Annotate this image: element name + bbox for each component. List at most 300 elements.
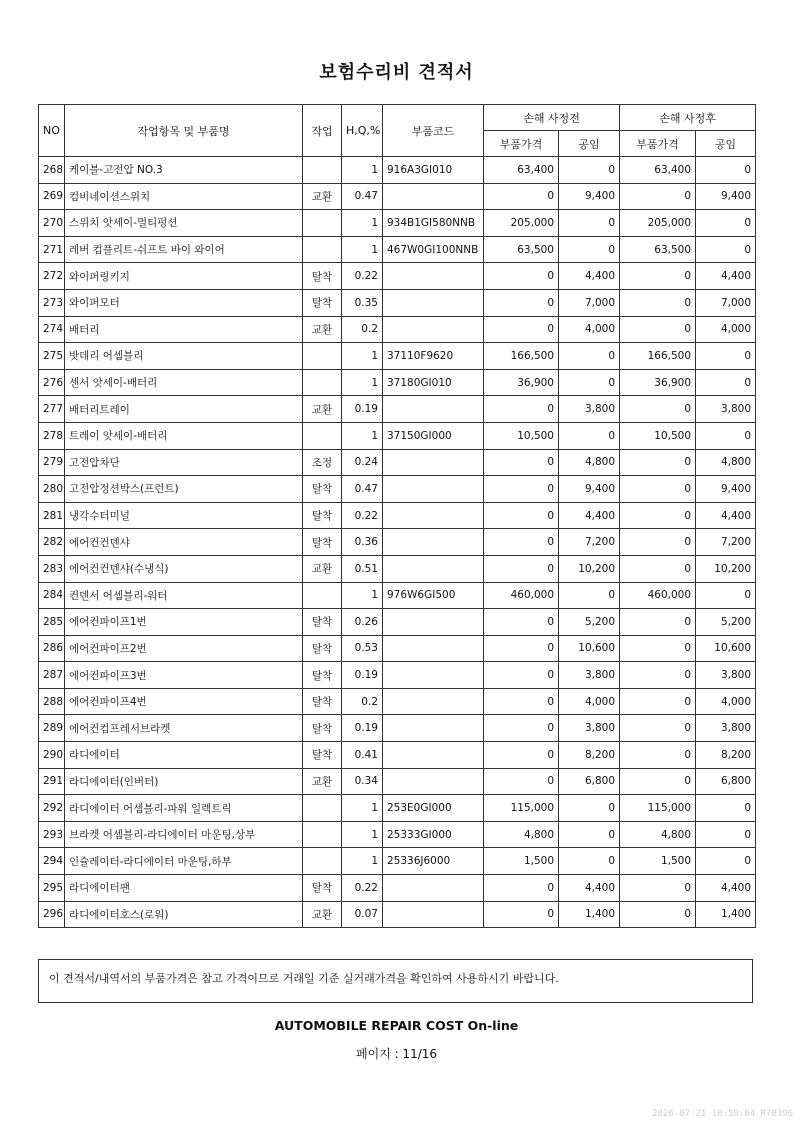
table-row (39, 236, 756, 263)
row-part-code (383, 529, 484, 556)
row-item-name: 라디에이터 어셈블리-파워 일렉트릭 (65, 795, 303, 822)
row-part-price-after: 0 (620, 875, 696, 902)
row-work-type: 교환 (303, 901, 342, 928)
document-title: 보험수리비 견적서 (319, 62, 474, 83)
row-part-price-after: 0 (620, 263, 696, 290)
row-no: 287 (39, 662, 65, 689)
row-hq: 0.47 (342, 476, 383, 503)
row-part-code (383, 289, 484, 316)
header-item: 작업항목 및 부품명 (65, 105, 303, 157)
row-no: 288 (39, 688, 65, 715)
estimate-rows (39, 157, 756, 928)
row-part-code: 976W6GI500 (383, 582, 484, 609)
row-part-code (383, 635, 484, 662)
table-row (39, 821, 756, 848)
header-part-price-after: 부품가격 (620, 131, 696, 157)
row-item-name: 에어컨컨덴샤(수냉식) (65, 555, 303, 582)
row-no: 270 (39, 210, 65, 237)
row-part-price-after: 0 (620, 449, 696, 476)
row-part-price-before: 0 (484, 263, 559, 290)
row-item-name: 에어컨파이프2번 (65, 635, 303, 662)
row-item-name: 라디에이터(인버터) (65, 768, 303, 795)
header-before: 손해 사정전 (484, 105, 620, 131)
table-row (39, 183, 756, 210)
row-no: 276 (39, 369, 65, 396)
row-hq: 0.53 (342, 635, 383, 662)
row-labor-before: 4,000 (559, 316, 620, 343)
row-labor-after: 10,600 (696, 635, 756, 662)
row-hq: 1 (342, 210, 383, 237)
table-row (39, 875, 756, 902)
row-part-price-before: 166,500 (484, 343, 559, 370)
table-row (39, 662, 756, 689)
row-labor-after: 0 (696, 343, 756, 370)
row-item-name: 고전압차단 (65, 449, 303, 476)
row-labor-before: 4,000 (559, 688, 620, 715)
row-labor-before: 8,200 (559, 742, 620, 769)
row-item-name: 냉각수터미널 (65, 502, 303, 529)
row-part-code (383, 476, 484, 503)
table-row (39, 502, 756, 529)
row-labor-before: 4,800 (559, 449, 620, 476)
row-hq: 1 (342, 422, 383, 449)
row-labor-after: 0 (696, 582, 756, 609)
row-part-price-after: 0 (620, 742, 696, 769)
table-row (39, 715, 756, 742)
table-row (39, 582, 756, 609)
row-part-price-before: 205,000 (484, 210, 559, 237)
row-part-price-after: 460,000 (620, 582, 696, 609)
header-work: 작업 (303, 105, 342, 157)
row-part-price-before: 36,900 (484, 369, 559, 396)
row-hq: 0.51 (342, 555, 383, 582)
table-row (39, 476, 756, 503)
row-part-code (383, 662, 484, 689)
row-part-price-after: 0 (620, 476, 696, 503)
row-part-code: 25336J6000 (383, 848, 484, 875)
row-no: 283 (39, 555, 65, 582)
row-no: 268 (39, 157, 65, 184)
row-work-type: 탈착 (303, 476, 342, 503)
row-hq: 0.22 (342, 875, 383, 902)
row-labor-after: 0 (696, 369, 756, 396)
row-labor-after: 0 (696, 210, 756, 237)
header-no: NO (39, 105, 65, 157)
table-row (39, 609, 756, 636)
table-row (39, 422, 756, 449)
row-item-name: 센서 앗세이-배터리 (65, 369, 303, 396)
row-item-name: 브라켓 어셈블리-라디에이터 마운팅,상부 (65, 821, 303, 848)
row-work-type (303, 795, 342, 822)
price-notice: 이 견적서/내역서의 부품가격은 참고 가격이므로 거래일 기준 실거래가격을 확인하여 사용하시기 바랍니다. (38, 959, 753, 1003)
row-labor-after: 0 (696, 848, 756, 875)
row-no: 271 (39, 236, 65, 263)
row-part-price-before: 1,500 (484, 848, 559, 875)
row-part-code (383, 875, 484, 902)
row-part-code (383, 901, 484, 928)
row-part-price-after: 0 (620, 662, 696, 689)
row-part-price-after: 0 (620, 529, 696, 556)
row-part-price-after: 0 (620, 555, 696, 582)
row-hq: 0.41 (342, 742, 383, 769)
row-no: 272 (39, 263, 65, 290)
row-part-price-after: 0 (620, 715, 696, 742)
row-labor-before: 0 (559, 848, 620, 875)
row-labor-before: 9,400 (559, 476, 620, 503)
footer-brand: AUTOMOBILE REPAIR COST On-line (274, 1018, 519, 1033)
row-part-code (383, 502, 484, 529)
table-row (39, 688, 756, 715)
row-part-code (383, 555, 484, 582)
row-hq: 1 (342, 821, 383, 848)
row-part-price-after: 63,500 (620, 236, 696, 263)
row-hq: 0.24 (342, 449, 383, 476)
row-hq: 0.36 (342, 529, 383, 556)
row-part-price-before: 460,000 (484, 582, 559, 609)
row-no: 285 (39, 609, 65, 636)
row-work-type: 탈착 (303, 875, 342, 902)
row-item-name: 라디에이터팬 (65, 875, 303, 902)
row-hq: 1 (342, 795, 383, 822)
row-hq: 0.19 (342, 715, 383, 742)
row-part-price-after: 63,400 (620, 157, 696, 184)
row-part-price-before: 4,800 (484, 821, 559, 848)
row-labor-before: 3,800 (559, 662, 620, 689)
row-part-code: 916A3GI010 (383, 157, 484, 184)
row-labor-after: 0 (696, 236, 756, 263)
row-labor-before: 10,200 (559, 555, 620, 582)
row-labor-before: 4,400 (559, 502, 620, 529)
row-item-name: 에어컨파이프1번 (65, 609, 303, 636)
row-part-price-after: 0 (620, 316, 696, 343)
row-part-code (383, 715, 484, 742)
row-labor-before: 0 (559, 369, 620, 396)
row-labor-after: 4,000 (696, 688, 756, 715)
row-labor-before: 0 (559, 795, 620, 822)
row-hq: 0.26 (342, 609, 383, 636)
row-item-name: 라디에이터호스(로워) (65, 901, 303, 928)
row-part-price-before: 0 (484, 183, 559, 210)
row-item-name: 고전압정션박스(프런트) (65, 476, 303, 503)
row-work-type: 탈착 (303, 662, 342, 689)
row-work-type: 탈착 (303, 609, 342, 636)
row-no: 291 (39, 768, 65, 795)
row-part-code (383, 263, 484, 290)
row-part-price-before: 115,000 (484, 795, 559, 822)
row-labor-before: 5,200 (559, 609, 620, 636)
row-labor-before: 1,400 (559, 901, 620, 928)
row-part-price-before: 63,400 (484, 157, 559, 184)
row-part-code: 25333GI000 (383, 821, 484, 848)
row-item-name: 컴비네이션스위치 (65, 183, 303, 210)
row-part-code (383, 396, 484, 423)
row-item-name: 컨덴서 어셈블리-워터 (65, 582, 303, 609)
row-no: 269 (39, 183, 65, 210)
row-part-code (383, 316, 484, 343)
header-labor-before: 공임 (559, 131, 620, 157)
row-labor-after: 0 (696, 422, 756, 449)
row-part-price-before: 0 (484, 289, 559, 316)
row-hq: 1 (342, 582, 383, 609)
row-item-name: 와이퍼링키지 (65, 263, 303, 290)
row-item-name: 에어컨파이프4번 (65, 688, 303, 715)
row-item-name: 와이퍼모터 (65, 289, 303, 316)
row-work-type (303, 422, 342, 449)
table-row (39, 369, 756, 396)
row-item-name: 배터리 (65, 316, 303, 343)
row-labor-before: 4,400 (559, 875, 620, 902)
row-part-price-after: 36,900 (620, 369, 696, 396)
row-part-price-before: 0 (484, 396, 559, 423)
row-work-type: 조정 (303, 449, 342, 476)
row-hq: 1 (342, 343, 383, 370)
row-hq: 1 (342, 848, 383, 875)
row-labor-after: 9,400 (696, 476, 756, 503)
row-work-type: 탈착 (303, 502, 342, 529)
table-row (39, 635, 756, 662)
table-row (39, 210, 756, 237)
row-part-price-after: 166,500 (620, 343, 696, 370)
row-work-type (303, 236, 342, 263)
row-work-type: 교환 (303, 316, 342, 343)
table-row (39, 848, 756, 875)
row-work-type: 탈착 (303, 263, 342, 290)
timestamp-stamp: 2026-07-21 10:59:04 R70396 (652, 1109, 793, 1119)
row-hq: 0.07 (342, 901, 383, 928)
table-row (39, 529, 756, 556)
row-part-code: 253E0GI000 (383, 795, 484, 822)
row-no: 296 (39, 901, 65, 928)
table-row (39, 449, 756, 476)
estimate-table (38, 104, 756, 928)
row-no: 274 (39, 316, 65, 343)
table-row (39, 795, 756, 822)
row-labor-after: 6,800 (696, 768, 756, 795)
row-part-price-before: 0 (484, 742, 559, 769)
table-row (39, 901, 756, 928)
row-labor-before: 0 (559, 236, 620, 263)
row-part-price-after: 1,500 (620, 848, 696, 875)
table-row (39, 289, 756, 316)
row-labor-before: 0 (559, 157, 620, 184)
row-part-price-after: 0 (620, 609, 696, 636)
row-labor-before: 7,000 (559, 289, 620, 316)
row-labor-before: 0 (559, 582, 620, 609)
table-row (39, 263, 756, 290)
row-work-type: 교환 (303, 396, 342, 423)
header-part-price-before: 부품가격 (484, 131, 559, 157)
row-no: 278 (39, 422, 65, 449)
table-row (39, 396, 756, 423)
row-part-price-after: 205,000 (620, 210, 696, 237)
row-no: 279 (39, 449, 65, 476)
row-work-type (303, 157, 342, 184)
table-row (39, 768, 756, 795)
row-part-price-after: 0 (620, 768, 696, 795)
row-work-type: 교환 (303, 183, 342, 210)
row-part-code (383, 609, 484, 636)
row-work-type (303, 848, 342, 875)
row-hq: 0.2 (342, 688, 383, 715)
row-part-price-before: 0 (484, 502, 559, 529)
row-part-price-after: 10,500 (620, 422, 696, 449)
row-labor-after: 8,200 (696, 742, 756, 769)
row-part-price-before: 63,500 (484, 236, 559, 263)
row-hq: 0.19 (342, 396, 383, 423)
row-labor-before: 7,200 (559, 529, 620, 556)
row-work-type: 탈착 (303, 688, 342, 715)
row-labor-after: 4,400 (696, 502, 756, 529)
row-no: 293 (39, 821, 65, 848)
row-part-price-before: 0 (484, 316, 559, 343)
row-part-price-after: 4,800 (620, 821, 696, 848)
row-labor-after: 1,400 (696, 901, 756, 928)
row-work-type: 교환 (303, 768, 342, 795)
row-item-name: 밧데리 어셈블리 (65, 343, 303, 370)
row-labor-after: 5,200 (696, 609, 756, 636)
row-hq: 0.34 (342, 768, 383, 795)
row-work-type: 탈착 (303, 529, 342, 556)
row-no: 275 (39, 343, 65, 370)
row-hq: 1 (342, 236, 383, 263)
row-part-price-after: 115,000 (620, 795, 696, 822)
table-row (39, 742, 756, 769)
row-labor-before: 3,800 (559, 715, 620, 742)
row-labor-after: 4,400 (696, 263, 756, 290)
header-row-1 (39, 105, 756, 131)
row-item-name: 스위치 앗세이-멀티펑션 (65, 210, 303, 237)
row-labor-after: 4,400 (696, 875, 756, 902)
row-hq: 0.22 (342, 263, 383, 290)
row-part-code: 37110F9620 (383, 343, 484, 370)
row-part-code (383, 688, 484, 715)
row-labor-after: 0 (696, 157, 756, 184)
row-no: 282 (39, 529, 65, 556)
row-no: 284 (39, 582, 65, 609)
page-number: 페이지 : 11/16 (355, 1047, 438, 1061)
row-part-price-after: 0 (620, 635, 696, 662)
row-hq: 1 (342, 157, 383, 184)
row-labor-after: 3,800 (696, 715, 756, 742)
row-part-price-before: 0 (484, 901, 559, 928)
row-part-code: 467W0GI100NNB (383, 236, 484, 263)
row-part-price-before: 0 (484, 476, 559, 503)
row-labor-after: 4,800 (696, 449, 756, 476)
row-item-name: 레버 컴플리트-쉬프트 바이 와이어 (65, 236, 303, 263)
row-labor-after: 7,200 (696, 529, 756, 556)
row-no: 277 (39, 396, 65, 423)
row-work-type (303, 210, 342, 237)
row-labor-after: 10,200 (696, 555, 756, 582)
row-labor-after: 0 (696, 795, 756, 822)
row-part-code: 37180GI010 (383, 369, 484, 396)
row-no: 292 (39, 795, 65, 822)
row-work-type: 탈착 (303, 635, 342, 662)
table-row (39, 157, 756, 184)
header-code: 부품코드 (383, 105, 484, 157)
row-hq: 1 (342, 369, 383, 396)
row-part-code (383, 742, 484, 769)
table-row (39, 555, 756, 582)
row-work-type: 탈착 (303, 742, 342, 769)
row-part-price-before: 0 (484, 662, 559, 689)
row-part-price-before: 0 (484, 635, 559, 662)
row-part-price-before: 0 (484, 449, 559, 476)
row-part-price-after: 0 (620, 396, 696, 423)
header-after: 손해 사정후 (620, 105, 756, 131)
row-part-price-after: 0 (620, 502, 696, 529)
row-hq: 0.2 (342, 316, 383, 343)
row-work-type: 탈착 (303, 715, 342, 742)
row-no: 281 (39, 502, 65, 529)
row-labor-after: 3,800 (696, 662, 756, 689)
row-part-price-before: 0 (484, 529, 559, 556)
row-part-code: 934B1GI580NNB (383, 210, 484, 237)
row-work-type (303, 582, 342, 609)
row-part-price-before: 10,500 (484, 422, 559, 449)
table-row (39, 316, 756, 343)
row-labor-before: 10,600 (559, 635, 620, 662)
header-hq: H,Q,% (342, 105, 383, 157)
row-item-name: 라디에이터 (65, 742, 303, 769)
row-no: 280 (39, 476, 65, 503)
row-part-price-after: 0 (620, 289, 696, 316)
row-item-name: 배터리트레이 (65, 396, 303, 423)
row-no: 290 (39, 742, 65, 769)
row-item-name: 케이블-고전압 NO.3 (65, 157, 303, 184)
row-item-name: 에어컨컴프레서브라켓 (65, 715, 303, 742)
row-no: 295 (39, 875, 65, 902)
row-labor-before: 0 (559, 210, 620, 237)
row-part-code (383, 183, 484, 210)
row-labor-before: 3,800 (559, 396, 620, 423)
row-no: 289 (39, 715, 65, 742)
row-item-name: 에어컨파이프3번 (65, 662, 303, 689)
row-part-price-before: 0 (484, 609, 559, 636)
row-part-code (383, 449, 484, 476)
row-labor-before: 9,400 (559, 183, 620, 210)
row-work-type: 탈착 (303, 289, 342, 316)
row-no: 273 (39, 289, 65, 316)
row-labor-before: 0 (559, 343, 620, 370)
row-labor-after: 4,000 (696, 316, 756, 343)
row-labor-after: 9,400 (696, 183, 756, 210)
row-work-type: 교환 (303, 555, 342, 582)
row-part-price-after: 0 (620, 183, 696, 210)
row-item-name: 인슐레이터-라디에이터 마운팅,하부 (65, 848, 303, 875)
row-no: 286 (39, 635, 65, 662)
row-item-name: 트레이 앗세이-배터리 (65, 422, 303, 449)
row-labor-before: 0 (559, 821, 620, 848)
header-labor-after: 공임 (696, 131, 756, 157)
row-labor-before: 4,400 (559, 263, 620, 290)
row-part-price-before: 0 (484, 688, 559, 715)
row-part-price-after: 0 (620, 688, 696, 715)
row-work-type (303, 369, 342, 396)
row-labor-before: 6,800 (559, 768, 620, 795)
row-hq: 0.35 (342, 289, 383, 316)
row-labor-after: 0 (696, 821, 756, 848)
row-item-name: 에어컨컨덴샤 (65, 529, 303, 556)
row-labor-before: 0 (559, 422, 620, 449)
row-part-price-before: 0 (484, 715, 559, 742)
row-part-price-before: 0 (484, 875, 559, 902)
row-hq: 0.19 (342, 662, 383, 689)
row-part-price-before: 0 (484, 555, 559, 582)
row-work-type (303, 821, 342, 848)
row-no: 294 (39, 848, 65, 875)
row-hq: 0.22 (342, 502, 383, 529)
